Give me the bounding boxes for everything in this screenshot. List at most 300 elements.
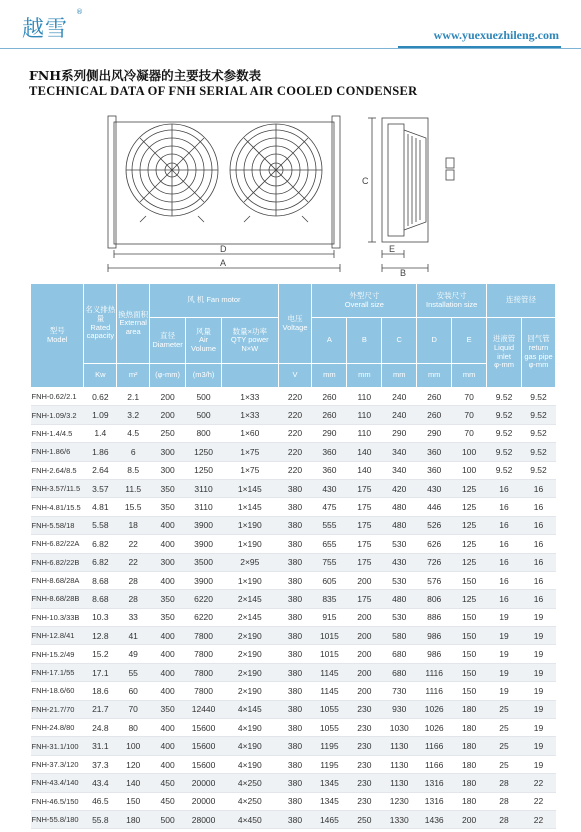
table-cell: 16	[487, 553, 522, 571]
unit-e: mm	[452, 364, 487, 388]
table-cell: 180	[452, 700, 487, 718]
table-cell: 2.64	[84, 461, 117, 479]
table-cell: 15.5	[117, 498, 150, 516]
table-cell: 430	[417, 479, 452, 497]
table-cell: 4×145	[222, 700, 279, 718]
table-cell: 1055	[312, 700, 347, 718]
table-cell: 3110	[186, 498, 222, 516]
table-cell: 446	[417, 498, 452, 516]
table-cell: 28	[487, 792, 522, 810]
table-cell: 3900	[186, 535, 222, 553]
header-qty-power: 数量×功率 QTY power N×W	[222, 318, 279, 364]
table-cell: 260	[312, 388, 347, 406]
model-cell: FNH-10.3/33B	[31, 608, 84, 626]
table-cell: 240	[382, 406, 417, 424]
table-row	[31, 424, 556, 442]
table-cell: 430	[382, 553, 417, 571]
table-cell: 125	[452, 498, 487, 516]
table-cell: 380	[278, 627, 312, 645]
table-cell: 16	[522, 590, 556, 608]
table-cell: 580	[382, 627, 417, 645]
table-cell: 200	[150, 406, 186, 424]
table-cell: 9.52	[487, 388, 522, 406]
table-cell: 886	[417, 608, 452, 626]
table-cell: 380	[278, 810, 312, 828]
table-cell: 986	[417, 627, 452, 645]
model-cell: FNH-43.4/140	[31, 774, 84, 792]
table-cell: 400	[150, 571, 186, 589]
table-cell: 8.5	[117, 461, 150, 479]
table-cell: 1055	[312, 719, 347, 737]
table-cell: 9.52	[522, 388, 556, 406]
table-cell: 11.5	[117, 479, 150, 497]
table-cell: 28000	[186, 810, 222, 828]
table-cell: 15600	[186, 755, 222, 773]
table-cell: 19	[522, 737, 556, 755]
table-cell: 730	[382, 682, 417, 700]
table-cell: 450	[150, 792, 186, 810]
header-divider	[0, 48, 581, 49]
table-cell: 150	[452, 682, 487, 700]
table-cell: 10.3	[84, 608, 117, 626]
table-cell: 6220	[186, 608, 222, 626]
table-cell: 0.62	[84, 388, 117, 406]
table-cell: 19	[522, 627, 556, 645]
table-cell: 500	[150, 810, 186, 828]
table-cell: 1×75	[222, 461, 279, 479]
table-cell: 230	[347, 700, 382, 718]
table-cell: 380	[278, 535, 312, 553]
table-cell: 150	[117, 792, 150, 810]
table-cell: 380	[278, 516, 312, 534]
table-cell: 230	[347, 755, 382, 773]
table-cell: 16	[487, 571, 522, 589]
table-row	[31, 406, 556, 424]
model-cell: FNH-15.2/49	[31, 645, 84, 663]
table-row	[31, 719, 556, 737]
table-cell: 125	[452, 535, 487, 553]
table-cell: 70	[117, 700, 150, 718]
table-cell: 220	[278, 461, 312, 479]
table-cell: 6.82	[84, 553, 117, 571]
table-cell: 420	[382, 479, 417, 497]
table-cell: 300	[150, 443, 186, 461]
table-cell: 1250	[186, 443, 222, 461]
table-cell: 100	[452, 443, 487, 461]
model-cell: FNH-37.3/120	[31, 755, 84, 773]
table-cell: 175	[347, 516, 382, 534]
table-cell: 200	[347, 682, 382, 700]
table-cell: 1130	[382, 755, 417, 773]
table-cell: 100	[117, 737, 150, 755]
header-col-b: B	[347, 318, 382, 364]
table-cell: 1×190	[222, 516, 279, 534]
table-cell: 2.1	[117, 388, 150, 406]
table-cell: 70	[452, 406, 487, 424]
table-cell: 175	[347, 535, 382, 553]
table-cell: 6	[117, 443, 150, 461]
model-cell: FNH-17.1/55	[31, 663, 84, 681]
dim-label-a: A	[220, 258, 227, 268]
table-cell: 9.52	[522, 443, 556, 461]
table-cell: 220	[278, 443, 312, 461]
model-cell: FNH-8.68/28B	[31, 590, 84, 608]
table-cell: 125	[452, 516, 487, 534]
table-cell: 380	[278, 498, 312, 516]
table-cell: 2×190	[222, 682, 279, 700]
table-cell: 4×190	[222, 719, 279, 737]
table-cell: 125	[452, 553, 487, 571]
header-pipe-group: 连接管径	[487, 284, 556, 318]
table-cell: 530	[382, 608, 417, 626]
table-cell: 125	[452, 479, 487, 497]
table-cell: 340	[382, 443, 417, 461]
table-cell: 110	[347, 406, 382, 424]
table-cell: 200	[150, 388, 186, 406]
table-cell: 200	[347, 608, 382, 626]
table-cell: 1145	[312, 663, 347, 681]
table-cell: 350	[150, 479, 186, 497]
table-cell: 150	[452, 608, 487, 626]
table-cell: 31.1	[84, 737, 117, 755]
table-cell: 180	[452, 719, 487, 737]
table-row	[31, 645, 556, 663]
table-cell: 4×250	[222, 792, 279, 810]
table-cell: 19	[522, 682, 556, 700]
table-cell: 18	[117, 516, 150, 534]
table-cell: 28	[117, 590, 150, 608]
table-cell: 180	[452, 737, 487, 755]
table-cell: 3500	[186, 553, 222, 571]
header-col-d: D	[417, 318, 452, 364]
header-liquid-inlet: 进液管 Liquid inlet φ-mm	[487, 318, 522, 388]
table-cell: 1316	[417, 774, 452, 792]
table-cell: 290	[417, 424, 452, 442]
fan-left-icon	[126, 124, 218, 222]
table-cell: 450	[150, 774, 186, 792]
model-cell: FNH-6.82/22B	[31, 553, 84, 571]
model-cell: FNH-24.8/80	[31, 719, 84, 737]
table-cell: 2×145	[222, 608, 279, 626]
table-cell: 380	[278, 737, 312, 755]
table-cell: 1026	[417, 700, 452, 718]
table-cell: 1116	[417, 663, 452, 681]
table-cell: 3900	[186, 571, 222, 589]
table-cell: 16	[522, 553, 556, 571]
table-cell: 380	[278, 682, 312, 700]
table-cell: 1345	[312, 792, 347, 810]
table-cell: 930	[382, 700, 417, 718]
table-cell: 250	[347, 810, 382, 828]
table-row	[31, 498, 556, 516]
table-cell: 200	[452, 810, 487, 828]
table-cell: 15600	[186, 719, 222, 737]
unit-d: mm	[417, 364, 452, 388]
table-cell: 230	[347, 774, 382, 792]
table-row	[31, 443, 556, 461]
table-cell: 576	[417, 571, 452, 589]
table-cell: 1×33	[222, 406, 279, 424]
table-cell: 230	[347, 737, 382, 755]
table-cell: 380	[278, 479, 312, 497]
table-cell: 526	[417, 516, 452, 534]
table-cell: 380	[278, 608, 312, 626]
table-cell: 8.68	[84, 590, 117, 608]
table-cell: 43.4	[84, 774, 117, 792]
table-cell: 380	[278, 700, 312, 718]
table-cell: 22	[522, 774, 556, 792]
table-cell: 4×190	[222, 755, 279, 773]
website-link[interactable]: www.yuexuezhileng.com	[433, 28, 559, 42]
model-cell: FNH-6.82/22A	[31, 535, 84, 553]
header-diameter: 直径 Diameter	[150, 318, 186, 364]
table-cell: 175	[347, 553, 382, 571]
table-cell: 24.8	[84, 719, 117, 737]
table-cell: 1.4	[84, 424, 117, 442]
table-cell: 726	[417, 553, 452, 571]
table-cell: 350	[150, 700, 186, 718]
table-cell: 180	[452, 792, 487, 810]
table-cell: 140	[117, 774, 150, 792]
model-cell: FNH-5.58/18	[31, 516, 84, 534]
unit-c: mm	[382, 364, 417, 388]
header-col-c: C	[382, 318, 417, 364]
table-cell: 60	[117, 682, 150, 700]
table-cell: 16	[487, 516, 522, 534]
table-row	[31, 553, 556, 571]
table-cell: 1015	[312, 645, 347, 663]
table-cell: 1230	[382, 792, 417, 810]
table-cell: 19	[522, 645, 556, 663]
table-cell: 1195	[312, 737, 347, 755]
table-cell: 1×75	[222, 443, 279, 461]
table-cell: 380	[278, 590, 312, 608]
table-cell: 6220	[186, 590, 222, 608]
table-cell: 530	[382, 571, 417, 589]
table-cell: 9.52	[487, 461, 522, 479]
table-cell: 360	[417, 461, 452, 479]
table-cell: 400	[150, 645, 186, 663]
table-cell: 41	[117, 627, 150, 645]
header-overall-size: 外型尺寸 Overall size	[312, 284, 417, 318]
table-cell: 19	[522, 608, 556, 626]
table-cell: 150	[452, 663, 487, 681]
table-cell: 33	[117, 608, 150, 626]
model-cell: FNH-12.8/41	[31, 627, 84, 645]
table-row	[31, 792, 556, 810]
table-cell: 46.5	[84, 792, 117, 810]
header-accent-line	[398, 46, 561, 48]
table-cell: 22	[117, 535, 150, 553]
table-row	[31, 608, 556, 626]
dim-label-b: B	[400, 268, 407, 276]
table-cell: 22	[522, 810, 556, 828]
table-cell: 500	[186, 388, 222, 406]
table-cell: 150	[452, 571, 487, 589]
table-cell: 180	[452, 755, 487, 773]
table-cell: 70	[452, 424, 487, 442]
model-cell: FNH-1.4/4.5	[31, 424, 84, 442]
table-cell: 3.57	[84, 479, 117, 497]
table-cell: 680	[382, 645, 417, 663]
table-cell: 220	[278, 406, 312, 424]
table-cell: 150	[452, 645, 487, 663]
table-cell: 70	[452, 388, 487, 406]
table-cell: 9.52	[487, 424, 522, 442]
unit-b: mm	[347, 364, 382, 388]
table-cell: 19	[487, 627, 522, 645]
table-cell: 806	[417, 590, 452, 608]
table-cell: 120	[117, 755, 150, 773]
table-cell: 4×250	[222, 774, 279, 792]
table-cell: 200	[347, 663, 382, 681]
table-cell: 290	[312, 424, 347, 442]
table-row	[31, 627, 556, 645]
model-cell: FNH-46.5/150	[31, 792, 84, 810]
model-cell: FNH-4.81/15.5	[31, 498, 84, 516]
table-cell: 260	[417, 388, 452, 406]
header-air-volume: 风量 Air Volume	[186, 318, 222, 364]
table-cell: 680	[382, 663, 417, 681]
table-cell: 4×190	[222, 737, 279, 755]
table-cell: 400	[150, 627, 186, 645]
table-cell: 380	[278, 719, 312, 737]
dim-label-c: C	[362, 176, 369, 186]
table-cell: 140	[347, 461, 382, 479]
table-cell: 200	[347, 627, 382, 645]
table-cell: 200	[347, 645, 382, 663]
brand-logo: 越雪	[22, 17, 69, 42]
right-flange	[332, 116, 340, 248]
table-cell: 220	[278, 388, 312, 406]
table-cell: 2×145	[222, 590, 279, 608]
unit-area: m²	[117, 364, 150, 388]
technical-data-table	[30, 283, 556, 829]
table-row	[31, 388, 556, 406]
table-cell: 400	[150, 516, 186, 534]
unit-capacity: Kw	[84, 364, 117, 388]
table-row	[31, 700, 556, 718]
table-cell: 400	[150, 535, 186, 553]
table-cell: 400	[150, 663, 186, 681]
dim-label-e: E	[389, 244, 396, 254]
table-cell: 755	[312, 553, 347, 571]
header-col-a: A	[312, 318, 347, 364]
table-cell: 16	[487, 590, 522, 608]
table-cell: 1166	[417, 737, 452, 755]
table-cell: 25	[487, 700, 522, 718]
table-cell: 21.7	[84, 700, 117, 718]
model-cell: FNH-55.8/180	[31, 810, 84, 828]
model-cell: FNH-0.62/2.1	[31, 388, 84, 406]
table-cell: 9.52	[487, 406, 522, 424]
table-cell: 16	[522, 571, 556, 589]
table-cell: 555	[312, 516, 347, 534]
table-body	[31, 388, 556, 829]
table-cell: 16	[522, 516, 556, 534]
table-cell: 360	[312, 461, 347, 479]
table-cell: 22	[117, 553, 150, 571]
table-cell: 915	[312, 608, 347, 626]
table-cell: 380	[278, 663, 312, 681]
table-cell: 3.2	[117, 406, 150, 424]
table-cell: 3900	[186, 516, 222, 534]
table-cell: 290	[382, 424, 417, 442]
table-cell: 125	[452, 590, 487, 608]
table-cell: 150	[452, 627, 487, 645]
table-cell: 1.86	[84, 443, 117, 461]
model-cell: FNH-21.7/70	[31, 700, 84, 718]
table-cell: 16	[522, 535, 556, 553]
table-row	[31, 755, 556, 773]
table-cell: 2×95	[222, 553, 279, 571]
table-cell: 340	[382, 461, 417, 479]
table-cell: 100	[452, 461, 487, 479]
table-cell: 240	[382, 388, 417, 406]
unit-a: mm	[312, 364, 347, 388]
model-cell: FNH-2.64/8.5	[31, 461, 84, 479]
table-cell: 19	[487, 682, 522, 700]
table-row	[31, 810, 556, 828]
table-cell: 5.58	[84, 516, 117, 534]
table-cell: 350	[150, 590, 186, 608]
table-cell: 18.6	[84, 682, 117, 700]
table-row	[31, 663, 556, 681]
header-voltage: 电压 Voltage	[278, 284, 312, 364]
table-cell: 140	[347, 443, 382, 461]
table-cell: 230	[347, 719, 382, 737]
table-cell: 1×33	[222, 388, 279, 406]
table-cell: 1030	[382, 719, 417, 737]
table-cell: 16	[522, 479, 556, 497]
table-cell: 9.52	[522, 424, 556, 442]
table-cell: 1166	[417, 755, 452, 773]
table-cell: 6.82	[84, 535, 117, 553]
registered-mark: ®	[76, 8, 83, 16]
table-cell: 110	[347, 424, 382, 442]
table-cell: 4×450	[222, 810, 279, 828]
table-cell: 28	[487, 810, 522, 828]
pipe-connection-icon	[446, 158, 454, 168]
table-cell: 9.52	[522, 406, 556, 424]
table-cell: 400	[150, 719, 186, 737]
table-cell: 605	[312, 571, 347, 589]
model-cell: FNH-8.68/28A	[31, 571, 84, 589]
header-area: 换热面积 External area	[117, 284, 150, 364]
table-cell: 1345	[312, 774, 347, 792]
table-cell: 380	[278, 792, 312, 810]
table-cell: 480	[382, 498, 417, 516]
table-cell: 19	[522, 663, 556, 681]
table-cell: 230	[347, 792, 382, 810]
table-cell: 1×190	[222, 571, 279, 589]
table-cell: 7800	[186, 682, 222, 700]
table-cell: 175	[347, 479, 382, 497]
table-cell: 19	[522, 700, 556, 718]
table-cell: 430	[312, 479, 347, 497]
table-cell: 25	[487, 755, 522, 773]
table-cell: 37.3	[84, 755, 117, 773]
table-cell: 1130	[382, 737, 417, 755]
table-cell: 16	[487, 498, 522, 516]
table-cell: 175	[347, 590, 382, 608]
table-cell: 19	[522, 719, 556, 737]
table-cell: 250	[150, 424, 186, 442]
table-cell: 28	[487, 774, 522, 792]
table-cell: 530	[382, 535, 417, 553]
table-cell: 400	[150, 755, 186, 773]
front-view-frame	[114, 122, 334, 244]
